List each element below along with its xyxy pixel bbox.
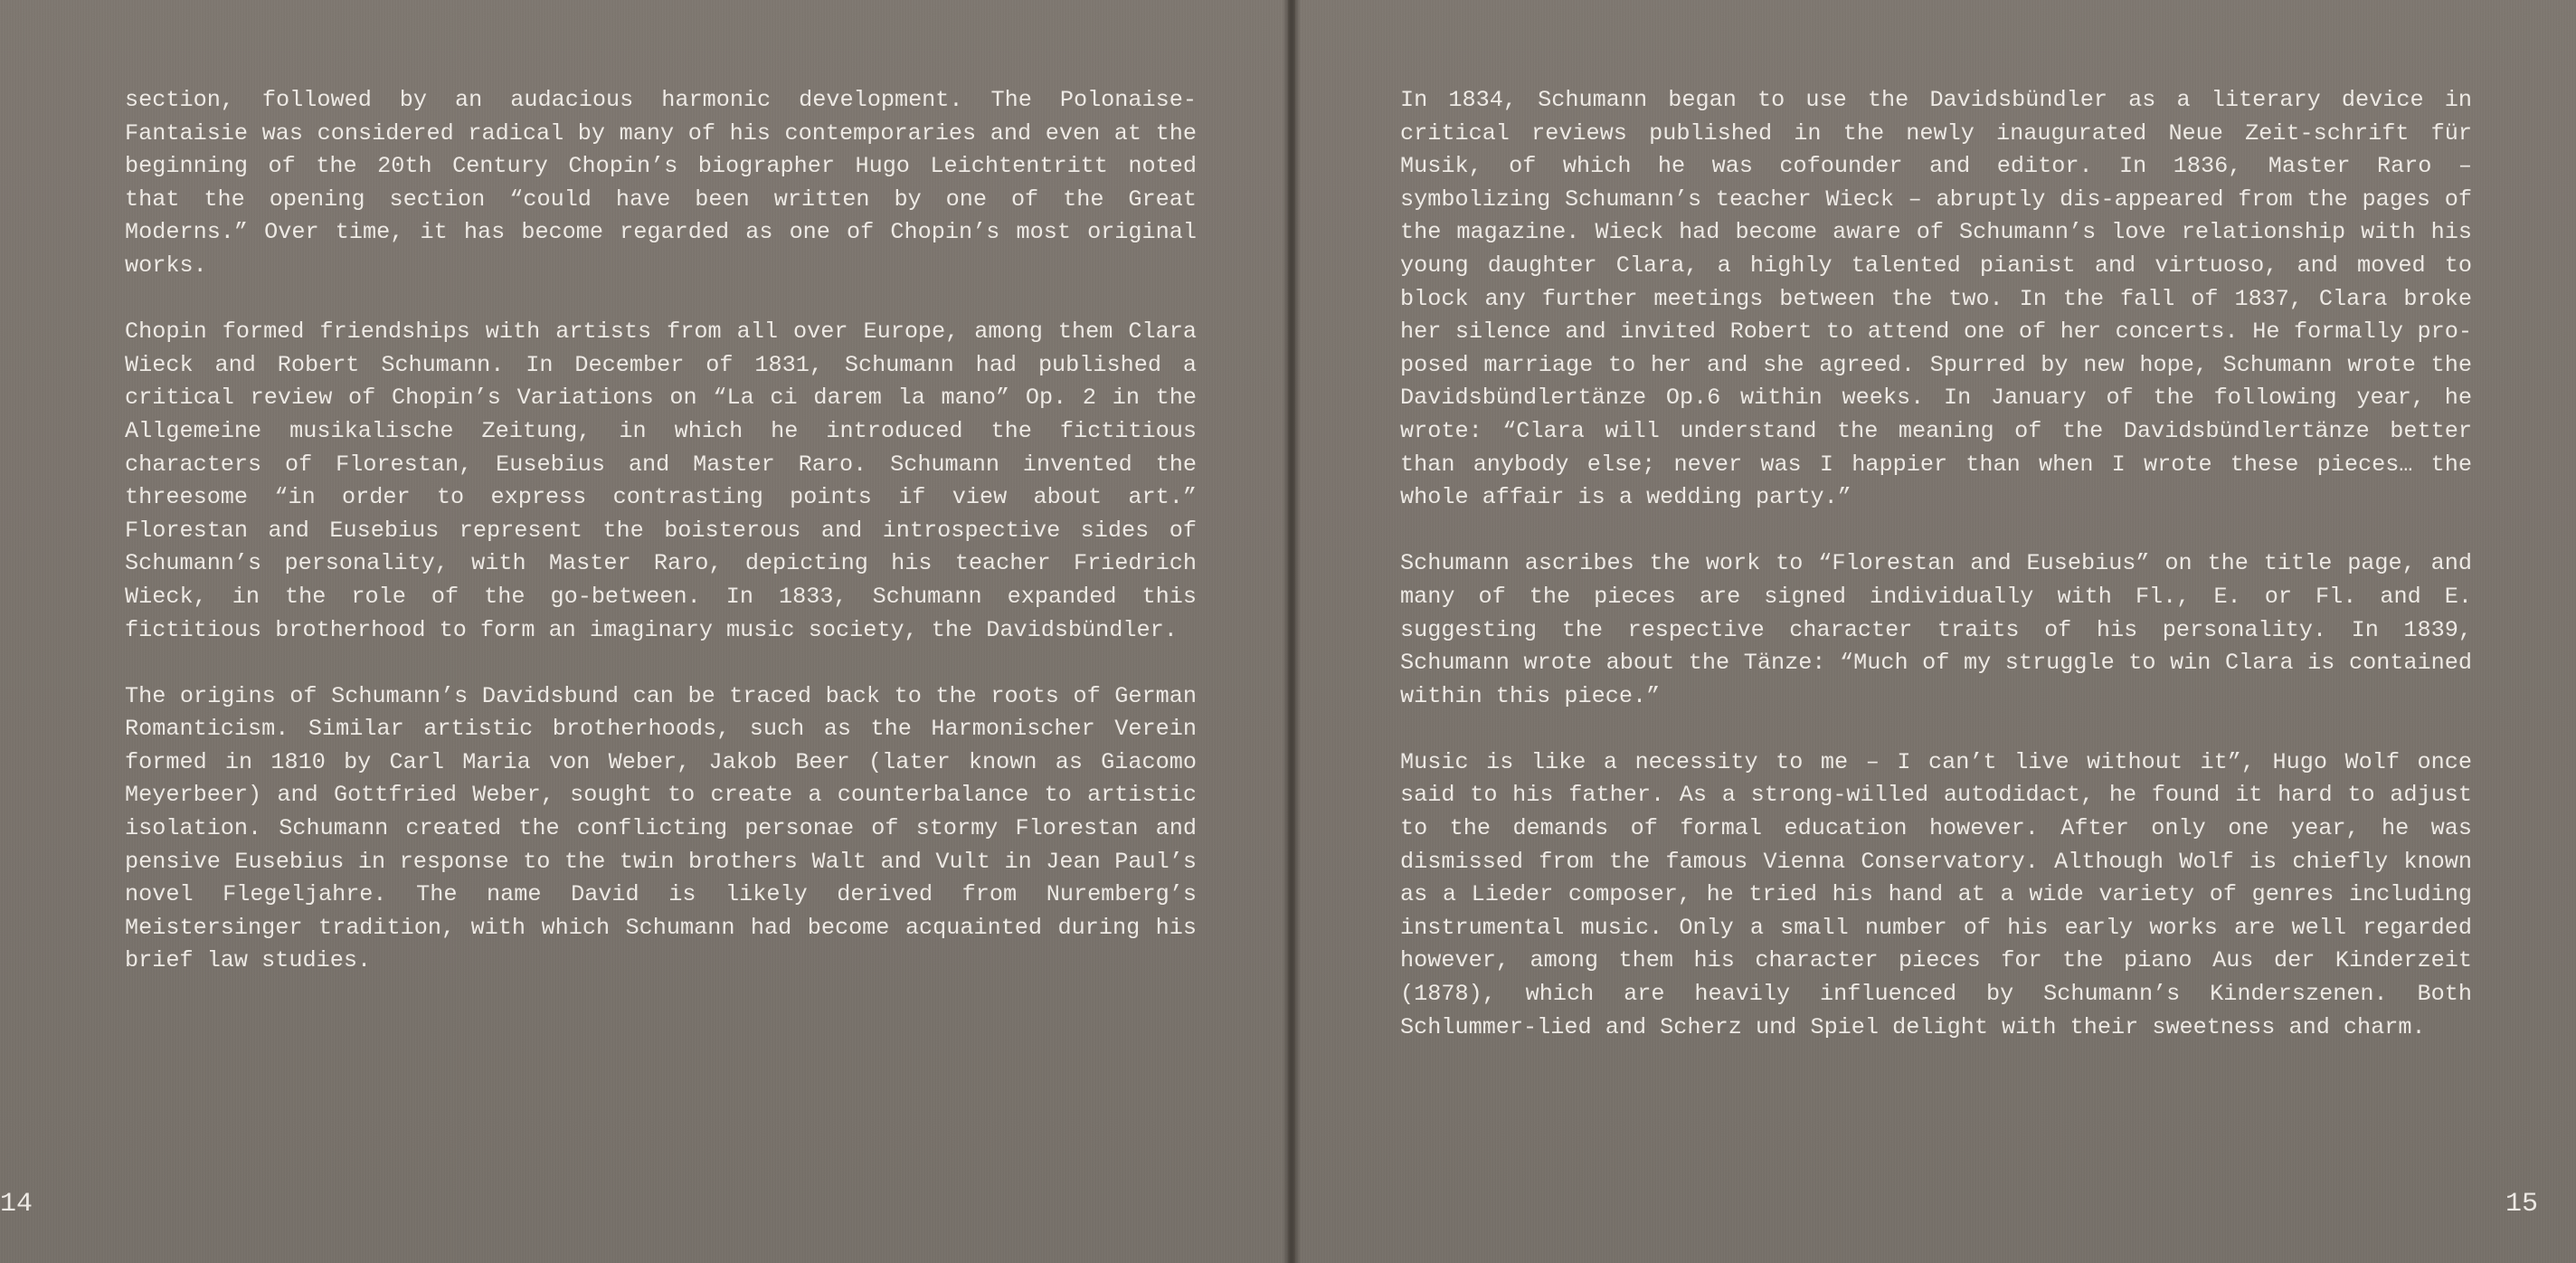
book-gutter bbox=[1283, 0, 1301, 1263]
right-paragraph-3: Music is like a necessity to me – I can’t live without it”, Hugo Wolf once said to his father. As a strong-willed autodidact, he found it hard to adjust to the demands of formal education however. After only one year, he was dismissed from the famous Vienna Conservatory. Although Wolf is chiefly known as a Lieder composer, he tried his hand at a wide variety of genres including instrumental music. Only a small number of his early works are well regarded however, among them his character pieces for the piano Aus der Kinderzeit (1878), which are heavily influenced by Schumann’s Kinderszenen. Both Schlummer-lied and Scherz und Spiel delight with their sweetness and charm. bbox=[1400, 748, 2472, 1040]
right-page-text bbox=[1400, 84, 2472, 1078]
left-paragraph-1: section, followed by an audacious harmonic development. The Polonaise-Fantaisie was considered radical by many of his contemporaries and even at the beginning of the 20th Century Chopin’s biographer Hugo Leichtentritt noted that the opening section “could have been written by one of the Great Moderns.” Over time, it has become regarded as one of Chopin’s most original works. bbox=[125, 87, 1197, 279]
left-paragraph-3: The origins of Schumann’s Davidsbund can be traced back to the roots of German Romanticism. Similar artistic brotherhoods, such as the Harmonischer Verein formed in 1810 by Carl Maria von Weber, Jakob Beer (later known as Giacomo Meyerbeer) and Gottfried Weber, sought to create a counterbalance to artistic isolation. Schumann created the conflicting personae of stormy Florestan and pensive Eusebius in response to the twin brothers Walt and Vult in Jean Paul’s novel Flegeljahre. The name David is likely derived from Nuremberg’s Meistersinger tradition, with which Schumann had become acquainted during his brief law studies. bbox=[125, 682, 1197, 974]
left-page-text bbox=[125, 84, 1197, 1011]
right-paragraph-2: Schumann ascribes the work to “Florestan and Eusebius” on the title page, and many of the pieces are signed individually with Fl., E. or Fl. and E. suggesting the respective character traits of his personality. In 1839, Schumann wrote about the Tänze: “Much of my struggle to win Clara is contained within this piece.” bbox=[1400, 550, 2472, 709]
right-page-number: 15 bbox=[2505, 1189, 2539, 1220]
left-page-number: 14 bbox=[0, 1189, 33, 1220]
right-paragraph-1: In 1834, Schumann began to use the Davidsbündler as a literary device in critical reviews published in the newly inaugurated Neue Zeit-schrift für Musik, of which he was cofounder and editor. In 1836, Master Raro – symbolizing Schumann’s teacher Wieck – abruptly dis-appeared from the pages of the magazine. Wieck had become aware of Schumann’s love relationship with his young daughter Clara, a highly talented pianist and virtuoso, and moved to block any further meetings between the two. In the fall of 1837, Clara broke her silence and invited Robert to attend one of her concerts. He formally pro-posed marriage to her and she agreed. Spurred by new hope, Schumann wrote the Davidsbündlertänze Op.6 within weeks. In January of the following year, he wrote: “Clara will understand the meaning of the Davidsbündlertänze better than anybody else; never was I happier than when I wrote these pieces… the whole affair is a wedding party.” bbox=[1400, 87, 2472, 511]
left-paragraph-2: Chopin formed friendships with artists from all over Europe, among them Clara Wieck and Robert Schumann. In December of 1831, Schumann had published a critical review of Chopin’s Variations on “La ci darem la mano” Op. 2 in the Allgemeine musikalische Zeitung, in which he introduced the fictitious characters of Florestan, Eusebius and Master Raro. Schumann invented the threesome “in order to express contrasting points if view about art.” Florestan and Eusebius represent the boisterous and introspective sides of Schumann’s personality, with Master Raro, depicting his teacher Friedrich Wieck, in the role of the go-between. In 1833, Schumann expanded this fictitious brotherhood to form an imaginary music society, the Davidsbündler. bbox=[125, 318, 1197, 643]
